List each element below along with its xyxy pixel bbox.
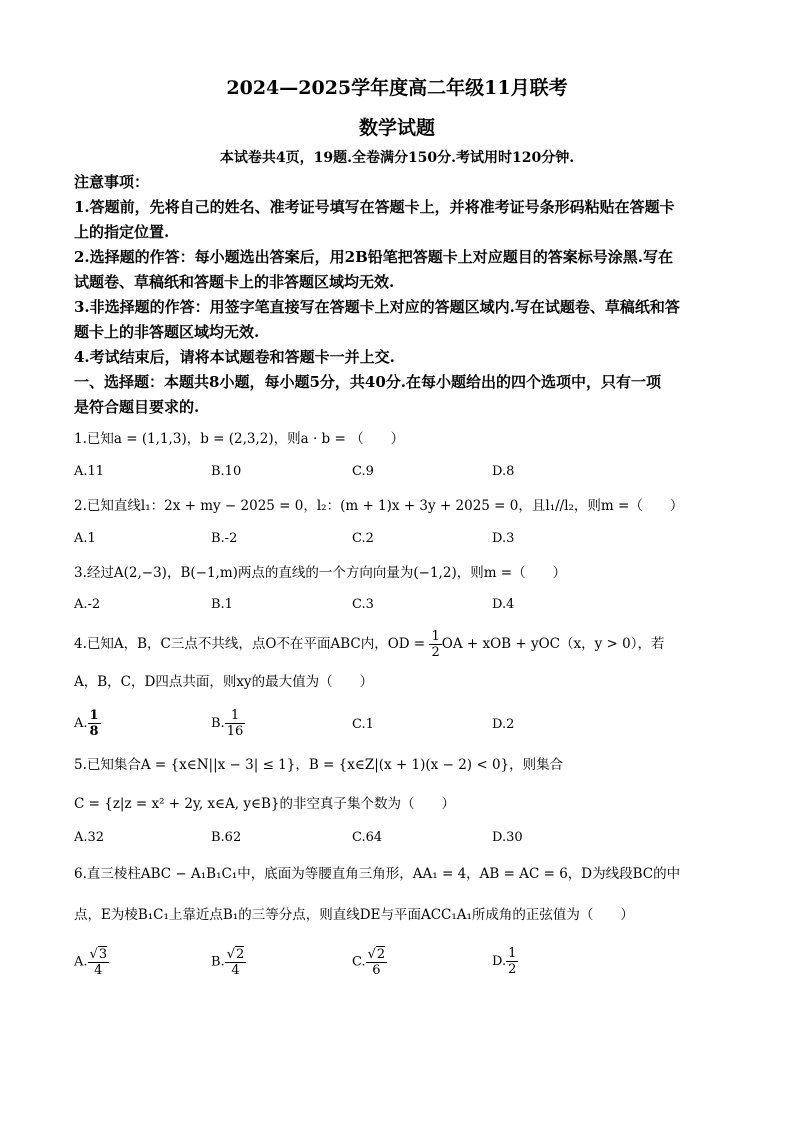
frac-num: 1 [508,946,517,961]
option-d-label: D. [492,954,507,969]
question-6-options [74,946,734,986]
question-1-stem: 1.已知a = (1,1,3)，b = (2,3,2)，则a · b = （ ） [74,431,405,447]
frac-den: 4 [94,963,103,978]
frac-den: 8 [89,724,99,739]
notice-line: 1.答题前，先将自己的姓名、准考证号填写在答题卡上，并将准考证号条形码粘贴在答题卡 [74,198,675,216]
radicand: 2 [235,947,245,962]
notice-line: 4.考试结束后，请将本试题卷和答题卡一并上交. [74,348,395,366]
frac-num: 1 [89,708,99,723]
frac-den: 2 [431,645,440,660]
notice-line: 题卡上的非答题区域均无效. [74,323,260,341]
question-3-options [74,597,734,617]
question-4-stem [74,628,734,660]
notice-line: 2.选择题的作答：每小题选出答案后，用2B铅笔把答题卡上对应题目的答案标号涂黑.写在 [74,248,674,266]
section-heading: 一、选择题：本题共8小题，每小题5分，共40分.在每小题给出的四个选项中，只有一项 [74,373,661,391]
frac-num: √2 [226,947,245,962]
frac-num: √2 [367,947,386,962]
option-d [492,946,518,977]
radicand: 3 [98,947,108,962]
option-a: A.11 [74,464,105,479]
option-a [74,946,109,978]
option-d-fraction [506,946,518,977]
frac-num: √3 [89,947,108,962]
option-b [211,946,246,978]
question-6-stem-line2: 点，E为棱B₁C₁上靠近点B₁的三等分点，则直线DE与平面ACC₁A₁所成角的正弦值为（ ） [74,907,634,923]
option-c: C.3 [352,597,374,612]
option-b-label: B. [211,716,225,731]
coef-fraction [429,629,441,660]
frac-den: 16 [226,724,244,739]
option-a: A.32 [74,830,105,845]
option-b-label: B. [211,954,225,970]
question-4-stem-line2: A，B，C，D四点共面，则xy的最大值为（ ） [74,674,374,690]
question-4-stem-b: OA + xOB + yOC（x，y > 0），若 [441,636,665,652]
option-b-fraction [225,946,247,978]
option-b: B.1 [211,597,233,612]
option-a-label: A. [74,954,88,970]
exam-info: 本试卷共4页，19题.全卷满分150分.考试用时120分钟. [219,150,575,166]
exam-title: 2024—2025学年度高二年级11月联考 [226,77,568,99]
question-2-options [74,531,734,551]
notice-line: 上的指定位置. [74,223,170,241]
option-a-fraction [88,708,101,739]
section-heading-cont: 是符合题目要求的. [74,398,200,416]
option-d: D.2 [492,717,515,732]
subject-title: 数学试题 [358,117,435,139]
option-a: A.-2 [74,597,101,612]
option-a-label: A. [74,716,88,731]
question-3-stem: 3.经过A(2,−3)，B(−1,m)两点的直线的一个方向向量为(−1,2)，则m =（ ） [74,565,567,581]
option-c-fraction [366,946,388,978]
option-d: D.3 [492,531,515,546]
option-c-label: C. [352,954,366,970]
option-b: B.-2 [211,531,238,546]
option-c: C.1 [352,717,374,732]
option-a: A.1 [74,531,96,546]
option-c: C.64 [352,830,383,845]
frac-num: 1 [431,629,440,644]
option-d: D.30 [492,830,523,845]
frac-num: 1 [225,708,246,724]
option-c: C.9 [352,464,374,479]
option-b-fraction [225,708,246,739]
question-6-stem: 6.直三棱柱ABC − A₁B₁C₁中，底面为等腰直角三角形，AA₁ = 4，AB = AC = 6，D为线段BC的中 [74,866,681,882]
question-4-options [74,708,734,742]
option-c [352,946,387,978]
question-1-options [74,464,734,484]
notice-line: 试题卷、草稿纸和答题卡上的非答题区域均无效. [74,273,395,291]
option-b [211,708,245,739]
frac-den: 6 [372,963,381,978]
question-4-stem-a: 4.已知A，B，C三点不共线，点O不在平面ABC内，OD = [74,636,430,652]
question-5-stem-line2: C = {z|z = x² + 2y, x∈A, y∈B}的非空真子集个数为（ ） [74,796,455,812]
option-a-fraction [88,946,110,978]
question-5-options [74,830,734,850]
option-c: C.2 [352,531,374,546]
question-5-stem: 5.已知集合A = {x∈N||x − 3| ≤ 1}，B = {x∈Z|(x + 1)(x − 2) < 0}，则集合 [74,757,564,773]
notice-heading: 注意事项： [74,173,150,191]
radicand: 2 [376,947,386,962]
option-d: D.4 [492,597,515,612]
frac-den: 4 [231,963,240,978]
option-a [74,708,101,739]
option-b: B.10 [211,464,242,479]
frac-den: 2 [508,962,517,977]
notice-line: 3.非选择题的作答：用签字笔直接写在答题卡上对应的答题区域内.写在试题卷、草稿纸和答 [74,298,680,316]
option-d: D.8 [492,464,515,479]
question-2-stem: 2.已知直线l₁：2x + my − 2025 = 0，l₂：(m + 1)x + 3y + 2025 = 0，且l₁//l₂，则m =（ ） [74,498,684,514]
option-b: B.62 [211,830,242,845]
